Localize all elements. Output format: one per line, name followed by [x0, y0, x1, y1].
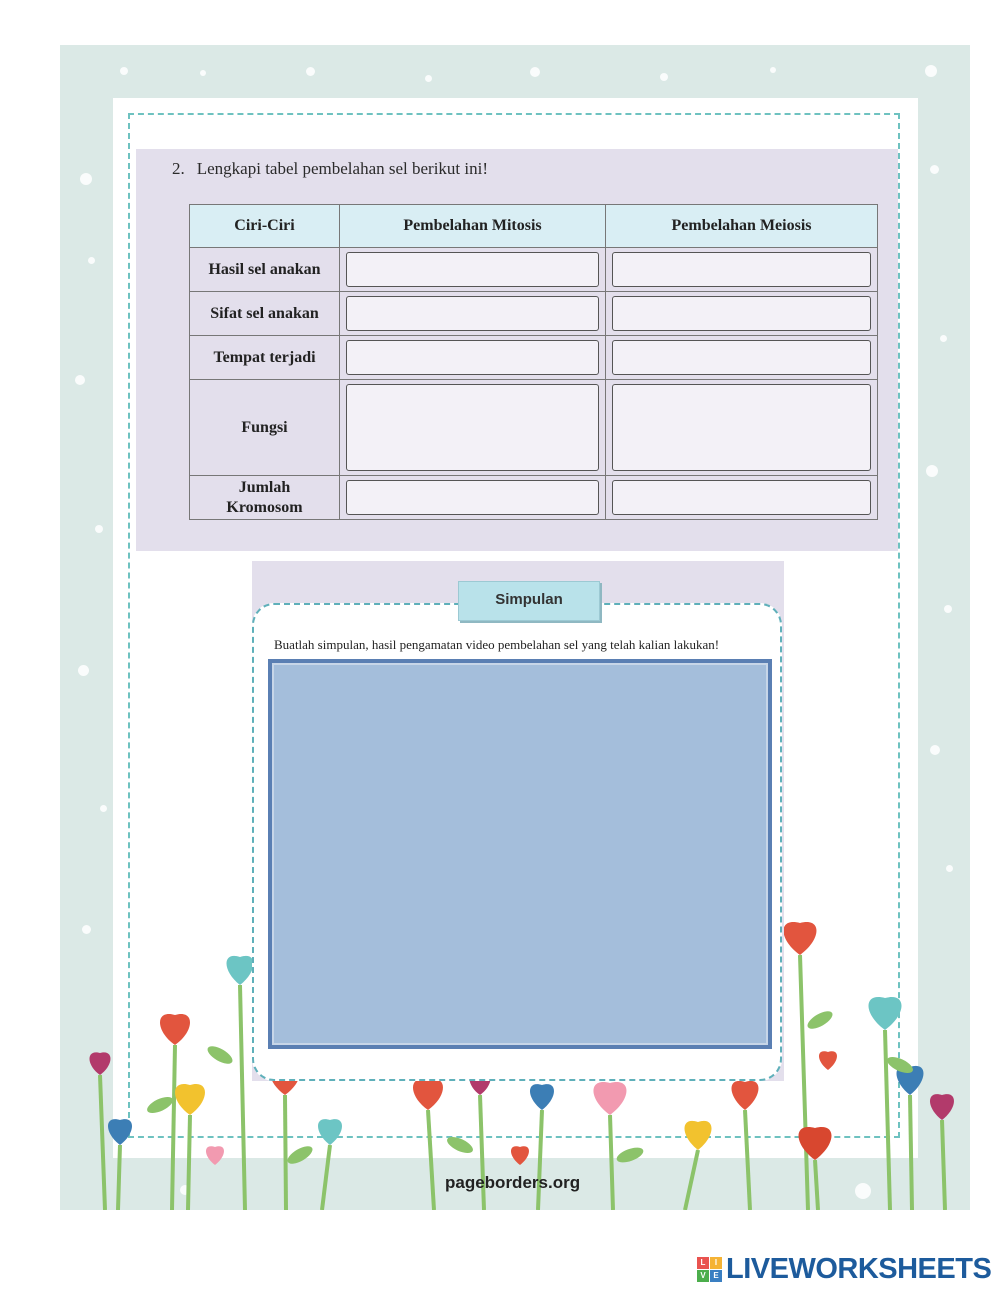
- table-row: [190, 476, 878, 520]
- table-row: [190, 380, 878, 476]
- border-credit: pageborders.org: [445, 1173, 581, 1192]
- mitosis-answer-input[interactable]: [346, 480, 599, 515]
- liveworksheets-logo-icon: [697, 1257, 722, 1282]
- logo-tile: V: [697, 1270, 709, 1282]
- meiosis-answer-input[interactable]: [612, 252, 871, 287]
- meiosis-answer-input[interactable]: [612, 296, 871, 331]
- table-header-row: [190, 205, 878, 248]
- conclusion-section: [252, 561, 784, 1081]
- row-label: Jumlah Kromosom: [190, 476, 340, 520]
- table-row: [190, 248, 878, 292]
- header-mitosis: Pembelahan Mitosis: [340, 205, 606, 248]
- liveworksheets-wordmark: LIVEWORKSHEETS: [726, 1253, 992, 1285]
- answer-cell: [606, 292, 878, 336]
- liveworksheets-logo: [697, 1253, 991, 1286]
- simpulan-tab: Simpulan: [458, 581, 600, 621]
- row-label: Hasil sel anakan: [190, 248, 340, 292]
- answer-cell: [606, 248, 878, 292]
- header-characteristics: Ciri-Ciri: [190, 205, 340, 248]
- table-row: [190, 292, 878, 336]
- row-label: Fungsi: [190, 380, 340, 476]
- answer-cell: [606, 476, 878, 520]
- logo-tile: E: [710, 1270, 722, 1282]
- question-label: Lengkapi tabel pembelahan sel berikut ini!: [196, 159, 489, 178]
- page-border: [60, 45, 970, 1210]
- mitosis-answer-input[interactable]: [346, 296, 599, 331]
- table-row: [190, 336, 878, 380]
- answer-cell: [340, 248, 606, 292]
- meiosis-answer-input[interactable]: [612, 340, 871, 375]
- meiosis-answer-input[interactable]: [612, 384, 871, 471]
- table-section: [136, 149, 898, 551]
- conclusion-card: [252, 603, 782, 1081]
- logo-tile: L: [697, 1257, 709, 1269]
- conclusion-instruction: Buatlah simpulan, hasil pengamatan video pembelahan sel yang telah kalian lakukan!: [274, 637, 720, 652]
- answer-cell: [606, 336, 878, 380]
- answer-cell: [340, 292, 606, 336]
- answer-cell: [340, 380, 606, 476]
- answer-cell: [606, 380, 878, 476]
- cell-division-table: [189, 204, 878, 520]
- meiosis-answer-input[interactable]: [612, 480, 871, 515]
- row-label: Sifat sel anakan: [190, 292, 340, 336]
- row-label: Tempat terjadi: [190, 336, 340, 380]
- question-text: [172, 159, 488, 179]
- conclusion-answer-input[interactable]: [268, 659, 772, 1049]
- mitosis-answer-input[interactable]: [346, 340, 599, 375]
- mitosis-answer-input[interactable]: [346, 384, 599, 471]
- answer-cell: [340, 336, 606, 380]
- logo-tile: I: [710, 1257, 722, 1269]
- mitosis-answer-input[interactable]: [346, 252, 599, 287]
- header-meiosis: Pembelahan Meiosis: [606, 205, 878, 248]
- question-number: 2.: [172, 159, 185, 178]
- answer-cell: [340, 476, 606, 520]
